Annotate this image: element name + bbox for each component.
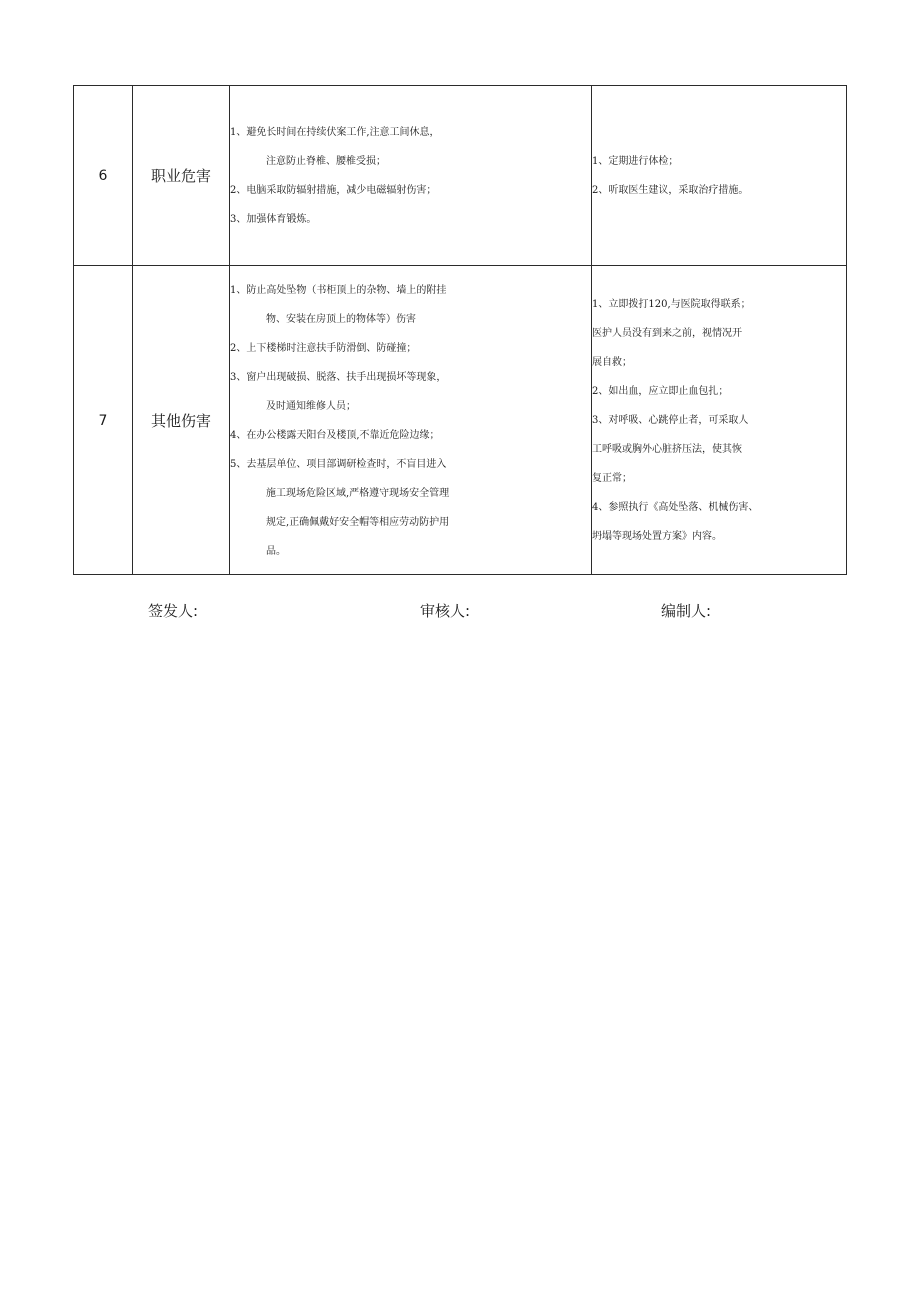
measure-line: 5、去基层单位、项目部调研检查时，不盲目进入	[230, 458, 447, 470]
compiler-label: 编制人:	[661, 602, 712, 620]
measure-line: 施工现场危险区域,严格遵守现场安全管理	[266, 487, 450, 499]
row-6-number: 6	[98, 167, 108, 184]
row-7-measures	[230, 266, 591, 575]
row-6-emergency	[592, 86, 848, 265]
measure-line: 2、电脑采取防辐射措施，减少电磁辐射伤害；	[230, 184, 437, 196]
row-6-measures	[230, 86, 591, 265]
measure-line: 1、防止高处坠物（书柜顶上的杂物、墙上的附挂	[230, 284, 447, 296]
measure-line: 2、上下楼梯时注意扶手防滑倒、防碰撞；	[230, 342, 417, 354]
emergency-line: 1、定期进行体检；	[592, 155, 679, 167]
row-7-emergency	[592, 266, 848, 575]
measure-line: 4、在办公楼露天阳台及楼顶,不靠近危险边缘；	[230, 429, 440, 441]
issuer-label: 签发人:	[148, 602, 199, 620]
row-7-number: 7	[98, 412, 108, 429]
emergency-line: 1、立即拨打120,与医院取得联系；	[592, 299, 751, 310]
measure-line: 规定,正确佩戴好安全帽等相应劳动防护用	[266, 516, 450, 528]
emergency-line: 4、参照执行《高处坠落、机械伤害、	[592, 502, 759, 513]
measure-line: 注意防止脊椎、腰椎受损；	[266, 155, 386, 167]
reviewer-label: 审核人:	[420, 602, 471, 620]
hazard-table	[73, 85, 847, 575]
row-7-hazard: 其他伤害	[150, 412, 211, 430]
emergency-line: 工呼吸或胸外心脏挤压法，使其恢	[592, 444, 742, 455]
measure-line: 3、加强体育锻炼。	[230, 213, 317, 225]
emergency-line: 2、听取医生建议，采取治疗措施。	[592, 184, 749, 196]
row-6-hazard: 职业危害	[150, 167, 211, 185]
measure-line: 及时通知维修人员；	[266, 400, 356, 412]
emergency-line: 复正常；	[592, 473, 632, 484]
emergency-line: 坍塌等现场处置方案》内容。	[592, 531, 722, 542]
emergency-line: 3、对呼吸、心跳停止者，可采取人	[592, 415, 749, 426]
signature-footer	[0, 600, 920, 626]
measure-line: 物、安装在房顶上的物体等）伤害	[266, 313, 416, 325]
measure-line: 1、避免长时间在持续伏案工作,注意工间休息，	[230, 126, 440, 138]
emergency-line: 医护人员没有到来之前，视情况开	[592, 328, 742, 339]
measure-line: 品。	[266, 545, 286, 557]
measure-line: 3、窗户出现破损、脱落、扶手出现损坏等现象，	[230, 371, 447, 383]
emergency-line: 2、如出血，应立即止血包扎；	[592, 386, 729, 397]
emergency-line: 展自救；	[592, 357, 632, 368]
